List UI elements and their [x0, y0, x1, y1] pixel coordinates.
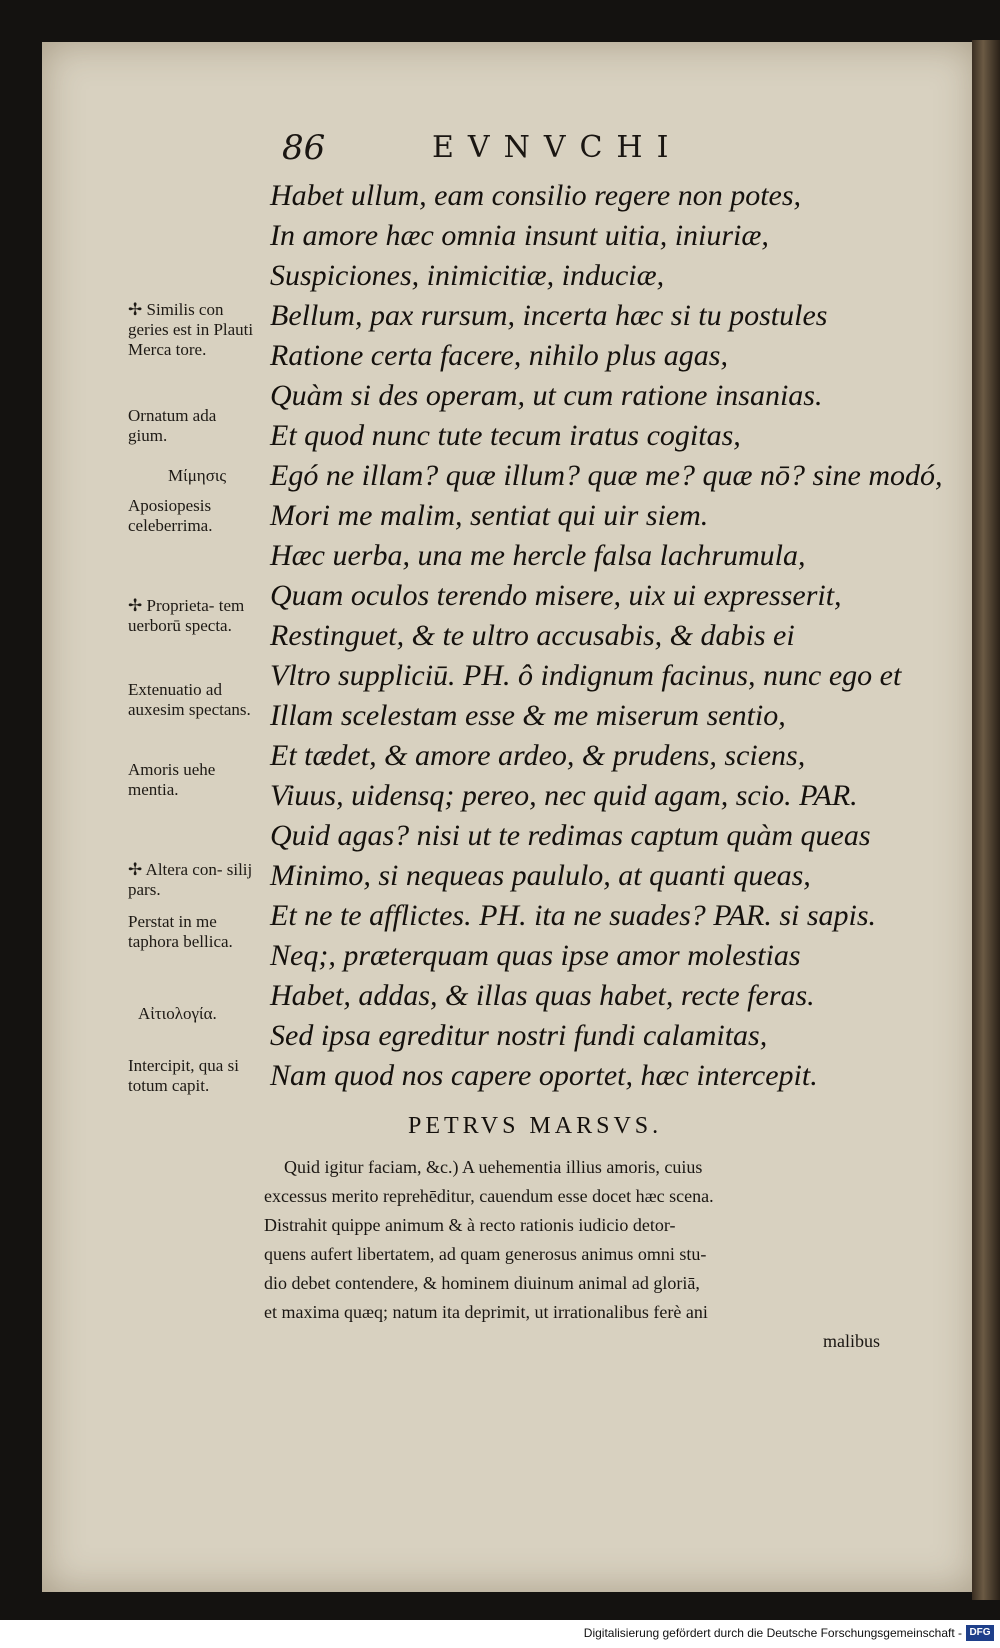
commentary-line: et maxima quæq; natum ita deprimit, ut irrationalibus ferè ani — [264, 1302, 708, 1322]
verse-line: Mori me malim, sentiat qui uir siem. — [270, 499, 709, 532]
verse-line: Suspiciones, inimicitiæ, induciæ, — [270, 259, 665, 292]
marginal-note: Αἰτιολογία. — [138, 1004, 217, 1023]
verse-line: Ratione certa facere, nihilo plus agas, — [270, 339, 728, 372]
verse-line: Vltro suppliciū. PH. ô indignum facinus, nunc ego et — [270, 659, 902, 692]
verse-line: Bellum, pax rursum, incerta hæc si tu postules — [270, 299, 828, 332]
marginal-note: ✢ Similis con geries est in Plauti Merca tore. — [128, 300, 254, 359]
commentary-line: Quid igitur faciam, &c.) A uehementia illius amoris, cuius — [284, 1157, 703, 1177]
running-head: EVNVCHI — [432, 130, 683, 165]
marginal-note: Amoris uehe mentia. — [128, 760, 216, 799]
marginal-note: Perstat in me taphora bellica. — [128, 912, 233, 951]
dfg-logo: DFG — [966, 1625, 994, 1641]
verse-line: Sed ipsa egreditur nostri fundi calamitas, — [270, 1019, 768, 1052]
verse-line: Restinguet, & te ultro accusabis, & dabis ei — [270, 619, 795, 652]
verse-line: Habet, addas, & illas quas habet, recte feras. — [270, 979, 815, 1012]
verse-line: Viuus, uidensq; pereo, nec quid agam, scio. PAR. — [270, 779, 858, 812]
verse-line: Hæc uerba, una me hercle falsa lachrumula, — [270, 539, 806, 572]
commentary-line: excessus merito reprehēditur, cauendum esse docet hæc scena. — [264, 1186, 714, 1206]
verse-line: Minimo, si nequeas paululo, at quanti queas, — [270, 859, 811, 892]
footer-bar — [0, 1620, 1000, 1648]
verse-line: Et quod nunc tute tecum iratus cogitas, — [270, 419, 741, 452]
marginal-note: Μίμησις — [168, 466, 227, 485]
marginal-note: Aposiopesis celeberrima. — [128, 496, 213, 535]
marginal-note: Ornatum ada gium. — [128, 406, 217, 445]
commentary-line: Distrahit quippe animum & à recto rationis iudicio detor- — [264, 1215, 676, 1235]
commentary-line: quens aufert libertatem, ad quam generosus animus omni stu- — [264, 1244, 707, 1264]
verse-line: Egó ne illam? quæ illum? quæ me? quæ nō? sine modó, — [270, 459, 943, 492]
commentary-line: dio debet contendere, & hominem diuinum animal ad gloriā, — [264, 1273, 700, 1293]
verse-text — [270, 176, 943, 1096]
verse-line: Nam quod nos capere oportet, hæc intercepit. — [270, 1059, 818, 1092]
verse-line: Neq;, præterquam quas ipse amor molestias — [270, 939, 801, 972]
marginal-note: Extenuatio ad auxesim spectans. — [128, 680, 251, 719]
section-title: PETRVS MARSVS. — [408, 1113, 663, 1139]
verse-line: Et ne te afflictes. PH. ita ne suades? PAR. si sapis. — [270, 899, 877, 932]
funding-credit: Digitalisierung gefördert durch die Deutsche Forschungsgemeinschaft - — [583, 1626, 962, 1640]
marginal-note: ✢ Proprieta- tem uerborū specta. — [128, 596, 245, 635]
marginal-note: ✢ Altera con- silij pars. — [128, 860, 253, 899]
verse-line: Quam oculos terendo misere, uix ui expresserit, — [270, 579, 842, 612]
catchword: malibus — [823, 1331, 880, 1351]
page-header — [282, 128, 782, 172]
marginal-note: Intercipit, qua si totum capit. — [128, 1056, 239, 1095]
page-edge — [972, 40, 1000, 1600]
verse-line: In amore hæc omnia insunt uitia, iniuriæ, — [270, 219, 769, 252]
commentary-text — [264, 1153, 896, 1356]
page-number: 86 — [282, 128, 326, 168]
verse-line: Illam scelestam esse & me miserum sentio, — [270, 699, 786, 732]
verse-line: Et tædet, & amore ardeo, & prudens, sciens, — [270, 739, 806, 772]
verse-line: Habet ullum, eam consilio regere non potes, — [270, 179, 802, 212]
verse-line: Quàm si des operam, ut cum ratione insanias. — [270, 379, 823, 412]
verse-line: Quid agas? nisi ut te redimas captum quàm queas — [270, 819, 871, 852]
